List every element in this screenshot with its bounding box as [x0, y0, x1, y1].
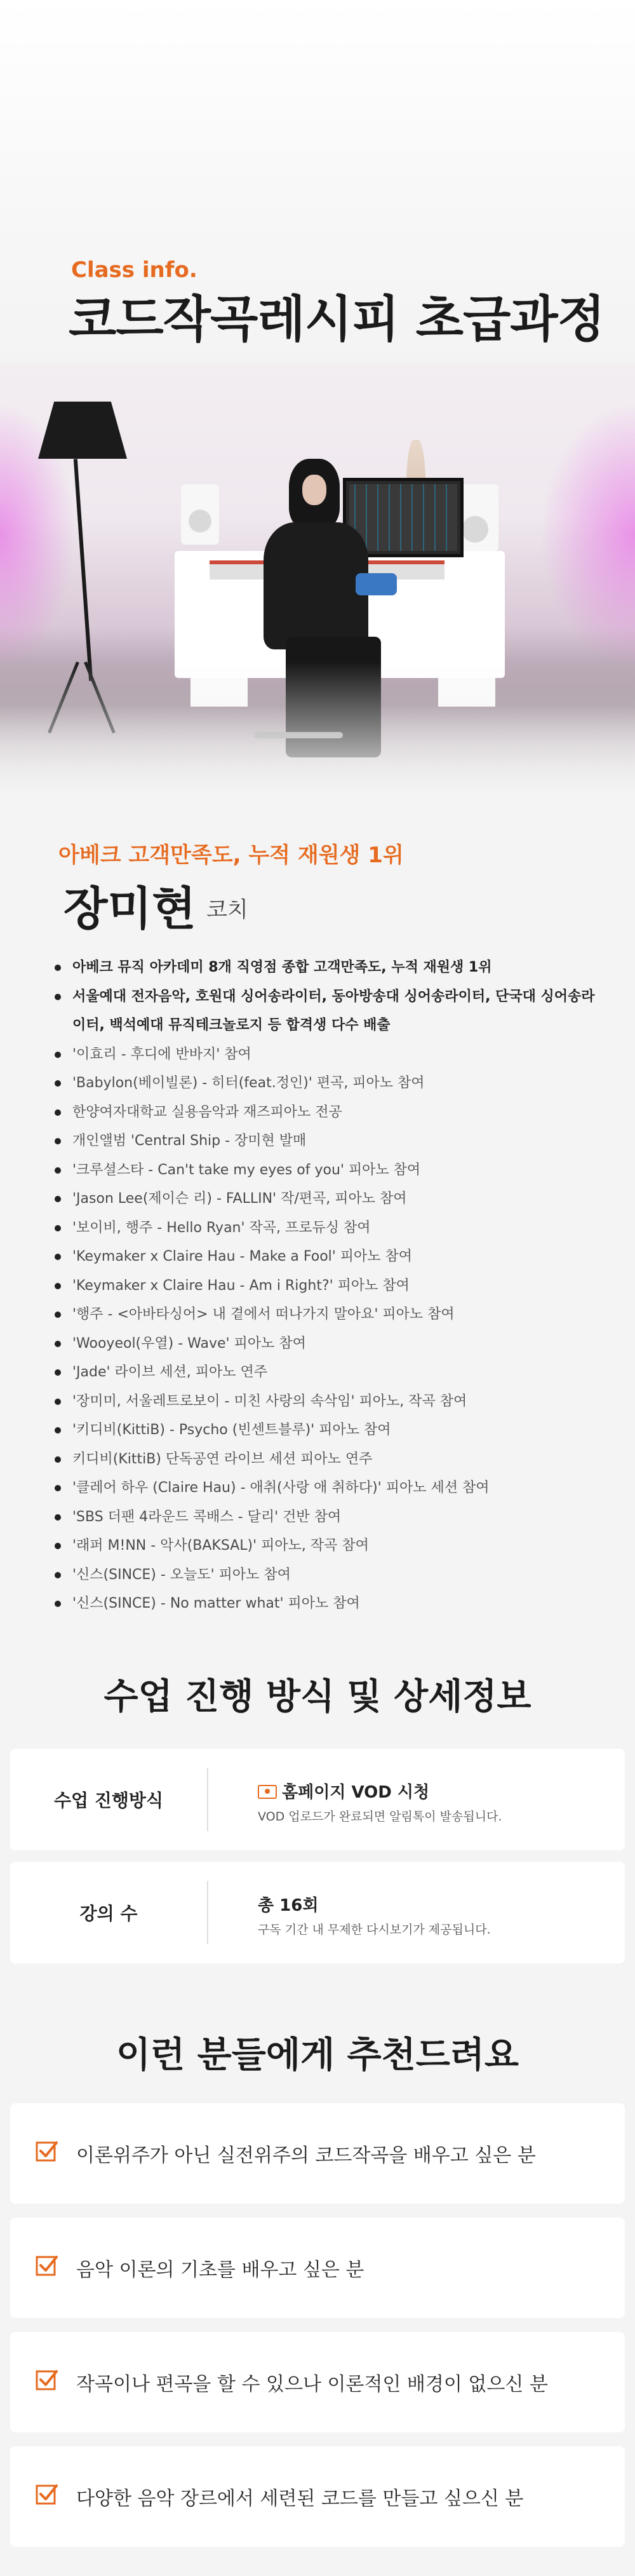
- lecture-count-value: 총 16회: [258, 1896, 319, 1915]
- checkbox-checked-icon: [34, 2368, 60, 2393]
- coach-sleeve: [356, 573, 397, 595]
- coach-body: [264, 522, 368, 649]
- recommend-section-title: 이런 분들에게 추천드려요: [116, 2035, 519, 2076]
- class-info-label: Class info.: [71, 257, 197, 283]
- career-item: 'Jason Lee(제이슨 리) - FALLIN' 작/편곡, 피아노 참여: [53, 1184, 599, 1214]
- recommend-item: [10, 2446, 625, 2547]
- career-item: '행주 - <아바타싱어> 내 곁에서 떠나가지 말아요' 피아노 참여: [53, 1300, 599, 1329]
- coach-career-list: [53, 953, 599, 1618]
- career-item: 'Jade' 라이브 세션, 피아노 연주: [53, 1358, 599, 1387]
- card-divider: [207, 1768, 208, 1831]
- career-item: 'SBS 더팬 4라운드 콕배스 - 달리' 건반 참여: [53, 1503, 599, 1532]
- coach-face: [302, 475, 326, 505]
- career-item: 서울예대 전자음악, 호원대 싱어송라이터, 동아방송대 싱어송라이터, 단국대 싱어송라이터, 백석예대 뮤직테크놀로지 등 합격생 다수 배출: [53, 982, 599, 1040]
- method-value: [258, 1779, 429, 1803]
- career-item: '래퍼 M!NN - 악사(BAKSAL)' 피아노, 작곡 참여: [53, 1531, 599, 1561]
- career-item: 'Babylon(베이빌론) - 히터(feat.정인)' 편곡, 피아노 참여: [53, 1069, 599, 1098]
- recommend-item: [10, 2103, 625, 2204]
- checkbox-checked-icon: [34, 2253, 60, 2279]
- career-item: '클레어 하우 (Claire Hau) - 애취(사랑 애 취하다)' 피아노 세션 참여: [53, 1474, 599, 1503]
- recommend-item-text: 다양한 음악 장르에서 세련된 코드를 만들고 싶으신 분: [76, 2488, 524, 2510]
- checkbox-checked-icon: [34, 2482, 60, 2507]
- checkbox-checked-icon: [34, 2139, 60, 2164]
- career-item: '키디비(KittiB) - Psycho (빈센트블루)' 피아노 참여: [53, 1416, 599, 1445]
- photo-fade: [0, 662, 635, 802]
- lecture-count-card: [10, 1862, 625, 1963]
- career-item: '장미미, 서울레트로보이 - 미친 사랑의 속삭임' 피아노, 작곡 참여: [53, 1387, 599, 1416]
- floor-lamp-pole: [74, 459, 93, 681]
- method-label: 수업 진행방식: [53, 1790, 164, 1811]
- recommend-item-text: 이론위주가 아닌 실전위주의 코드작곡을 배우고 싶은 분: [76, 2145, 536, 2167]
- recommend-item-text: 음악 이론의 기초를 배우고 싶은 분: [76, 2259, 364, 2281]
- speaker-cone: [189, 510, 211, 532]
- career-item: 'Keymaker x Claire Hau - Make a Fool' 피아노 참여: [53, 1242, 599, 1271]
- monitor-screen: [349, 484, 457, 551]
- coach-name: 장미현: [64, 882, 196, 935]
- career-item: 아베크 뮤직 아카데미 8개 직영점 종합 고객만족도, 누적 재원생 1위: [53, 953, 599, 982]
- recommend-item-text: 작곡이나 편곡을 할 수 있으나 이론적인 배경이 없으신 분: [76, 2373, 548, 2396]
- speaker-cone: [462, 516, 488, 543]
- career-item: 키디비(KittiB) 단독공연 라이브 세션 피아노 연주: [53, 1445, 599, 1474]
- details-section-title: 수업 진행 방식 및 상세정보: [104, 1676, 531, 1718]
- card-divider: [207, 1881, 208, 1944]
- career-item: 'Wooyeol(우열) - Wave' 피아노 참여: [53, 1329, 599, 1359]
- career-item: 한양여자대학교 실용음악과 재즈피아노 전공: [53, 1098, 599, 1127]
- coach-tagline: 아베크 고객만족도, 누적 재원생 1위: [58, 843, 404, 868]
- course-title: 코드작곡레시피 초급과정: [69, 291, 605, 348]
- lecture-count-label: 강의 수: [79, 1903, 138, 1924]
- class-header: [0, 0, 635, 363]
- career-item: '보이비, 행주 - Hello Ryan' 작곡, 프로듀싱 참여: [53, 1214, 599, 1243]
- coach-role: 코치: [206, 897, 248, 923]
- career-item: 'Keymaker x Claire Hau - Am i Right?' 피아노 참여: [53, 1271, 599, 1301]
- career-item: 개인앨범 'Central Ship - 장미현 발매: [53, 1127, 599, 1156]
- neon-light-right: [540, 402, 635, 668]
- video-icon: [258, 1785, 277, 1799]
- recommend-item: [10, 2332, 625, 2432]
- method-note: VOD 업로드가 완료되면 알림톡이 발송됩니다.: [258, 1810, 502, 1824]
- recommend-item: [10, 2218, 625, 2318]
- lecture-count-note: 구독 기간 내 무제한 다시보기가 제공됩니다.: [258, 1923, 491, 1937]
- career-item: '신스(SINCE) - No matter what' 피아노 참여: [53, 1589, 599, 1618]
- career-item: '크루셜스타 - Can't take my eyes of you' 피아노 참여: [53, 1156, 599, 1185]
- method-info-card: [10, 1749, 625, 1850]
- method-value-text: 홈페이지 VOD 시청: [282, 1783, 430, 1802]
- career-item: '신스(SINCE) - 오늘도' 피아노 참여: [53, 1561, 599, 1590]
- career-item: '이효리 - 후디에 반바지' 참여: [53, 1040, 599, 1069]
- coach-photo: [0, 363, 635, 802]
